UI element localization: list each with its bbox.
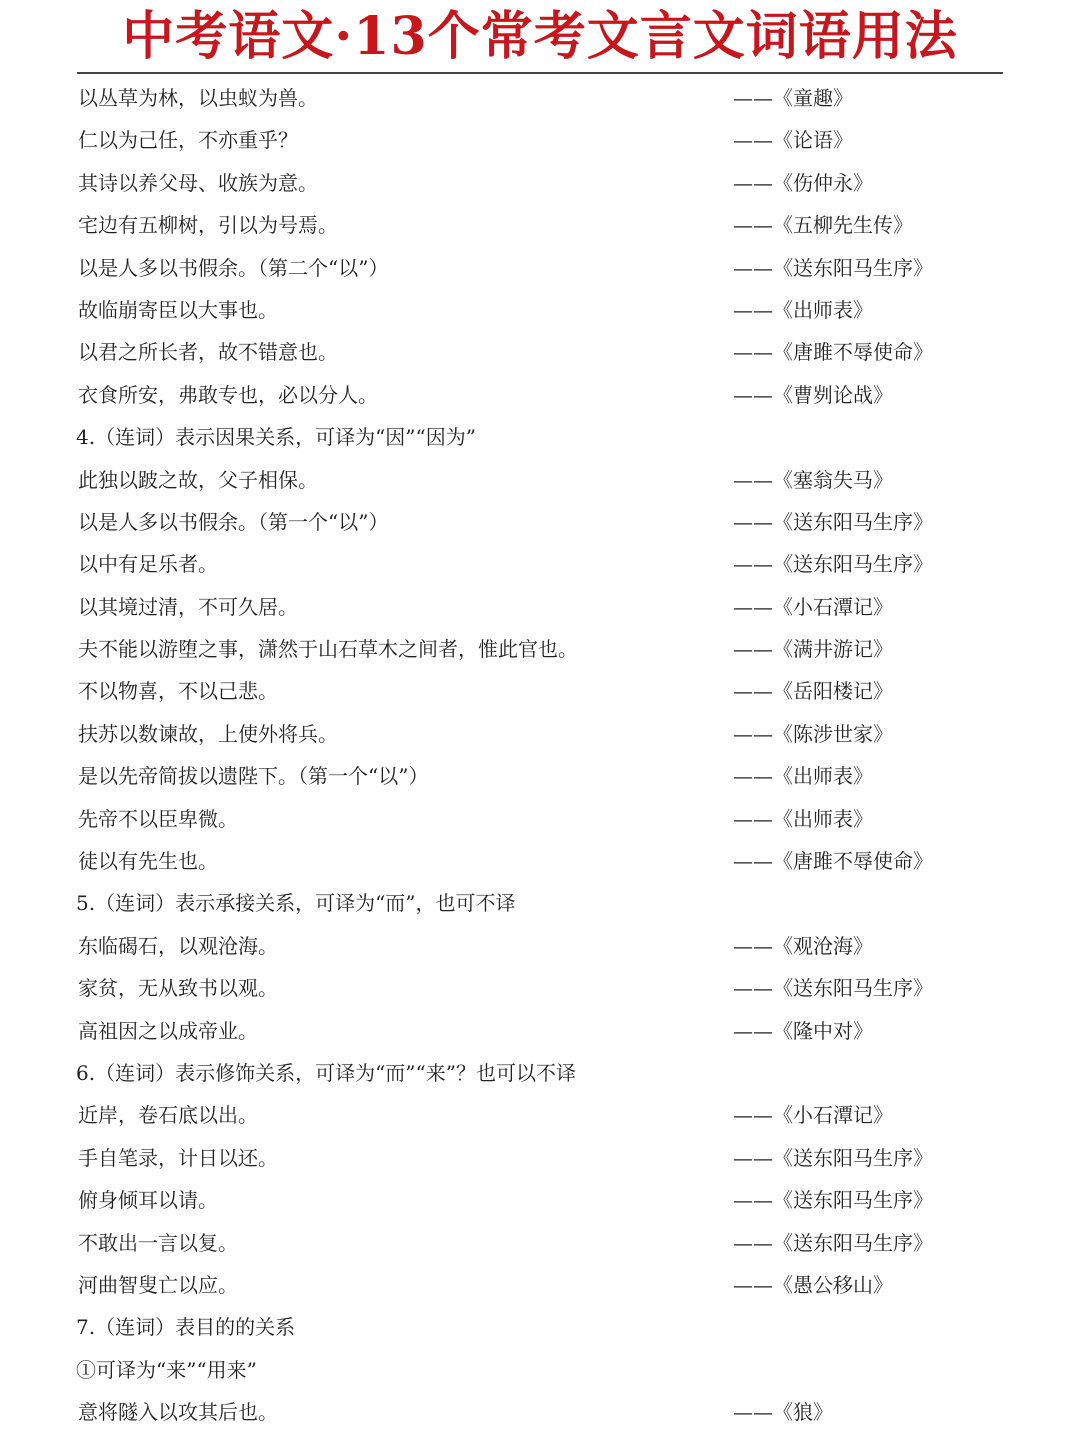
example-sentence: 徒以有先生也。 <box>78 849 218 874</box>
example-sentence: 扶苏以数谏故，上使外将兵。 <box>78 721 338 746</box>
example-sentence: 夫不能以游堕之事，潇然于山石草木之间者，惟此官也。 <box>78 637 578 662</box>
example-source: ——《曹刿论战》 <box>733 382 893 407</box>
example-source: ——《伤仲永》 <box>733 170 873 195</box>
example-row <box>0 331 1080 373</box>
example-source: ——《送东阳马生序》 <box>733 509 933 534</box>
example-sentence: 衣食所安，弗敢专也，必以分人。 <box>78 382 378 407</box>
example-row <box>0 119 1080 161</box>
example-sentence: 意将隧入以攻其后也。 <box>78 1400 278 1425</box>
heading-text: 5.（连词）表示承接关系，可译为“而”，也可不译 <box>76 891 516 916</box>
example-source: ——《送东阳马生序》 <box>733 1188 933 1213</box>
example-row <box>0 459 1080 501</box>
example-row <box>0 1010 1080 1052</box>
example-sentence: 以丛草为林，以虫蚁为兽。 <box>78 86 318 110</box>
example-row <box>0 77 1080 119</box>
example-sentence: 手自笔录，计日以还。 <box>78 1145 278 1170</box>
example-row <box>0 840 1080 882</box>
example-row <box>0 1391 1080 1433</box>
example-sentence: 以是人多以书假余。（第一个“以”） <box>78 509 389 534</box>
example-row <box>0 204 1080 246</box>
example-sentence: 东临碣石，以观沧海。 <box>78 933 278 958</box>
example-source: ——《隆中对》 <box>733 1018 873 1043</box>
section-heading <box>0 1349 1080 1391</box>
example-sentence: 以其境过清，不可久居。 <box>78 594 298 619</box>
heading-text: 6.（连词）表示修饰关系，可译为“而”“来”？也可以不译 <box>76 1060 576 1085</box>
example-row <box>0 925 1080 967</box>
example-sentence: 其诗以养父母、收族为意。 <box>78 170 318 195</box>
example-sentence: 以君之所长者，故不错意也。 <box>78 340 338 365</box>
example-row <box>0 586 1080 628</box>
section-heading <box>0 1052 1080 1094</box>
example-source: ——《满井游记》 <box>733 637 893 662</box>
example-sentence: 是以先帝简拔以遗陛下。（第一个“以”） <box>78 764 429 789</box>
example-source: ——《观沧海》 <box>733 933 873 958</box>
example-source: ——《童趣》 <box>733 86 853 110</box>
example-source: ——《唐雎不辱使命》 <box>733 849 933 874</box>
example-source: ——《唐雎不辱使命》 <box>733 340 933 365</box>
example-row <box>0 374 1080 416</box>
example-source: ——《小石潭记》 <box>733 594 893 619</box>
example-row <box>0 1179 1080 1221</box>
example-source: ——《送东阳马生序》 <box>733 976 933 1001</box>
heading-text: ①可译为“来”“用来” <box>76 1357 257 1382</box>
example-sentence: 以是人多以书假余。（第二个“以”） <box>78 255 389 280</box>
example-sentence: 近岸，卷石底以出。 <box>78 1103 258 1128</box>
example-row <box>0 1094 1080 1136</box>
example-row <box>0 543 1080 585</box>
example-row <box>0 1137 1080 1179</box>
example-row <box>0 755 1080 797</box>
title-divider <box>77 72 1003 74</box>
example-row <box>0 1222 1080 1264</box>
example-row <box>0 798 1080 840</box>
example-source: ——《小石潭记》 <box>733 1103 893 1128</box>
example-sentence: 此独以跛之故，父子相保。 <box>78 467 318 492</box>
example-row <box>0 162 1080 204</box>
example-row <box>0 670 1080 712</box>
example-sentence: 仁以为己任，不亦重乎？ <box>78 128 298 153</box>
example-sentence: 家贫，无从致书以观。 <box>78 976 278 1001</box>
example-source: ——《送东阳马生序》 <box>733 1145 933 1170</box>
example-sentence: 先帝不以臣卑微。 <box>78 806 238 831</box>
example-row <box>0 628 1080 670</box>
example-source: ——《送东阳马生序》 <box>733 255 933 280</box>
example-row <box>0 289 1080 331</box>
example-source: ——《送东阳马生序》 <box>733 1230 933 1255</box>
example-sentence: 高祖因之以成帝业。 <box>78 1018 258 1043</box>
example-sentence: 河曲智叟亡以应。 <box>78 1272 238 1297</box>
example-row <box>0 501 1080 543</box>
example-row <box>0 967 1080 1009</box>
section-heading <box>0 416 1080 458</box>
example-source: ——《五柳先生传》 <box>733 213 913 238</box>
section-heading <box>0 1306 1080 1348</box>
example-source: ——《愚公移山》 <box>733 1272 893 1297</box>
example-source: ——《塞翁失马》 <box>733 467 893 492</box>
example-sentence: 以中有足乐者。 <box>78 552 218 577</box>
example-sentence: 俯身倾耳以请。 <box>78 1188 218 1213</box>
example-source: ——《出师表》 <box>733 764 873 789</box>
example-source: ——《送东阳马生序》 <box>733 552 933 577</box>
example-source: ——《狼》 <box>733 1400 833 1425</box>
example-row <box>0 713 1080 755</box>
example-source: ——《论语》 <box>733 128 853 153</box>
example-source: ——《出师表》 <box>733 297 873 322</box>
page-title: 中考语文·13个常考文言文词语用法 <box>122 6 958 67</box>
example-list <box>0 77 1080 1434</box>
example-row <box>0 1264 1080 1306</box>
example-source: ——《陈涉世家》 <box>733 721 893 746</box>
example-row <box>0 247 1080 289</box>
example-sentence: 宅边有五柳树，引以为号焉。 <box>78 213 338 238</box>
section-heading <box>0 882 1080 924</box>
example-sentence: 不敢出一言以复。 <box>78 1230 238 1255</box>
example-sentence: 故临崩寄臣以大事也。 <box>78 297 278 322</box>
example-source: ——《岳阳楼记》 <box>733 679 893 704</box>
heading-text: 4.（连词）表示因果关系，可译为“因”“因为” <box>76 425 476 450</box>
example-sentence: 不以物喜，不以己悲。 <box>78 679 278 704</box>
heading-text: 7.（连词）表目的的关系 <box>76 1315 296 1340</box>
example-source: ——《出师表》 <box>733 806 873 831</box>
